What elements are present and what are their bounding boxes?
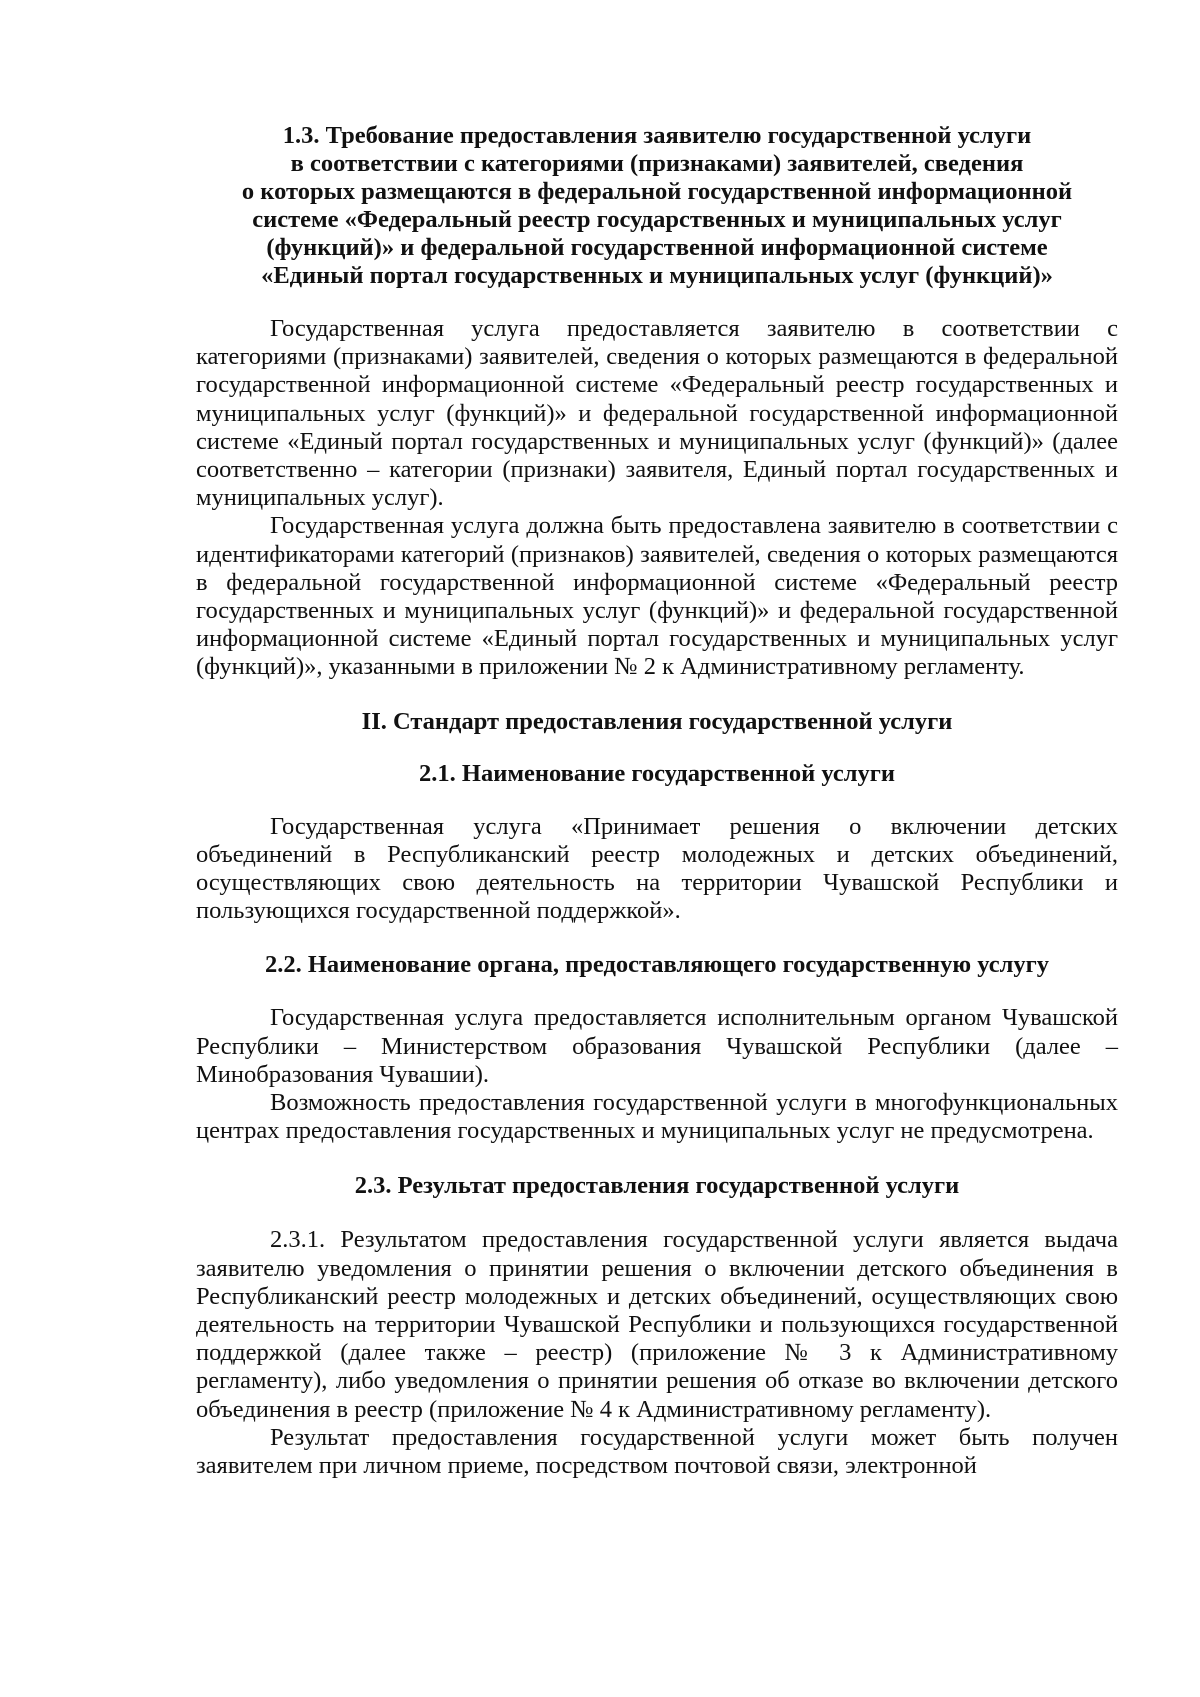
section-1-3-heading: [196, 122, 1118, 290]
section-1-3-paragraph: Государственная услуга должна быть предоставлена заявителю в соответствии с идентификаторами категорий (признаков) заявителей, сведения о которых размещаются в федеральной государственной информационной системе «Федеральный реестр государственных и муниципальных услуг (функций)» и федеральной государственной информационной системе «Единый портал государственных и муниципальных услуг (функций)», указанными в приложении № 2 к Административному регламенту.: [196, 512, 1118, 681]
heading-line: (функций)» и федеральной государственной информационной системе: [266, 234, 1048, 261]
section-2-1-paragraph: Государственная услуга «Принимает решения о включении детских объединений в Республиканский реестр молодежных и детских объединений, осуществляющих свою деятельность на территории Чувашской Республики и пользующихся государственной поддержкой».: [196, 812, 1118, 925]
section-2-3-paragraph: Результат предоставления государственной услуги может быть получен заявителем при личном приеме, посредством почтовой связи, электронной: [196, 1423, 1118, 1480]
section-1-3-paragraph: Государственная услуга предоставляется заявителю в соответствии с категориями (признаками) заявителей, сведения о которых размещаются в федеральной государственной информационной системе «Федеральный реестр государственных и муниципальных услуг (функций)» и федеральной государственной информационной системе «Единый портал государственных и муниципальных услуг (функций)» (далее соответственно – категории (признаки) заявителя, Единый портал государственных и муниципальных услуг).: [196, 315, 1118, 512]
heading-line: системе «Федеральный реестр государственных и муниципальных услуг: [252, 206, 1062, 233]
section-2-3-heading: 2.3. Результат предоставления государственной услуги: [354, 1172, 960, 1200]
heading-line: в соответствии с категориями (признаками) заявителей, сведения: [290, 150, 1024, 177]
section-2-1-heading: 2.1. Наименование государственной услуги: [419, 759, 895, 787]
heading-line: о которых размещаются в федеральной государственной информационной: [241, 178, 1073, 205]
section-2-3-paragraph: 2.3.1. Результатом предоставления государственной услуги является выдача заявителю уведомления о принятии решения о включении детского объединения в Республиканский реестр молодежных и детских объединений, осуществляющих свою деятельность на территории Чувашской Республики и пользующихся государственной поддержкой (далее также – реестр) (приложение № 3 к Административному регламенту), либо уведомления о принятии решения об отказе во включении детского объединения в реестр (приложение № 4 к Административному регламенту).: [196, 1226, 1118, 1423]
section-2-2-paragraph: Возможность предоставления государственной услуги в многофункциональных центрах предоставления государственных и муниципальных услуг не предусмотрена.: [196, 1089, 1118, 1145]
heading-line: 1.3. Требование предоставления заявителю государственной услуги: [282, 122, 1032, 149]
document-page: [196, 122, 1118, 1480]
section-2-2-heading: 2.2. Наименование органа, предоставляющего государственную услугу: [264, 951, 1050, 979]
section-2-2-paragraph: Государственная услуга предоставляется исполнительным органом Чувашской Республики – Министерством образования Чувашской Республики (далее – Минобразования Чувашии).: [196, 1004, 1118, 1088]
section-ii-heading: II. Стандарт предоставления государственной услуги: [361, 707, 953, 735]
heading-line: «Единый портал государственных и муниципальных услуг (функций)»: [261, 262, 1053, 289]
